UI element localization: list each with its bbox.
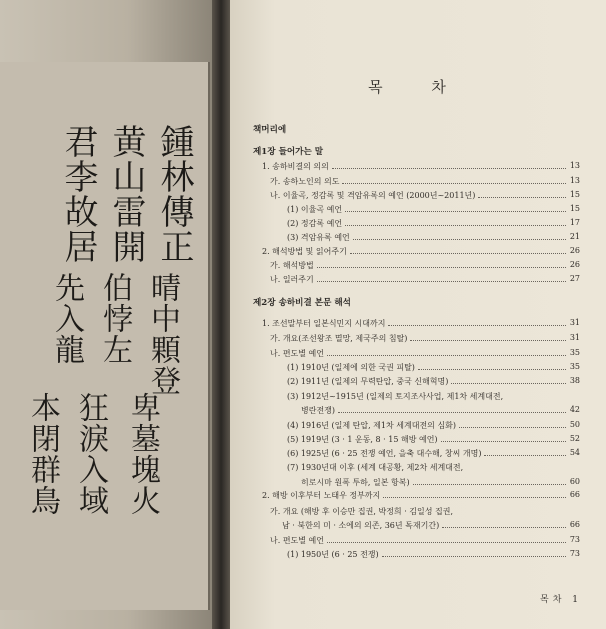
toc-entry[interactable] (230, 204, 606, 215)
calligraphy-column: 伯悖左 (97, 272, 132, 365)
toc-leader-dots (327, 355, 566, 356)
toc-entry[interactable] (230, 176, 606, 187)
toc-page-number: 35 (569, 362, 580, 371)
toc-leader-dots (342, 183, 566, 184)
toc-page-number: 15 (569, 190, 580, 199)
calligraphy-column: 卑墓塊火 (125, 392, 160, 516)
toc-leader-dots (345, 211, 566, 212)
calligraphy-column: 黄山雷開 (106, 124, 146, 264)
toc-page-number: 13 (569, 176, 580, 185)
calligraphy-column: 本閉群鳥 (25, 392, 60, 516)
preface-heading: 책머리에 (253, 125, 287, 135)
toc-entry[interactable] (230, 535, 606, 546)
toc-entry-label: 나. 편도별 예언 (270, 349, 324, 358)
toc-entry[interactable] (230, 506, 606, 517)
toc-page-number: 73 (569, 549, 580, 558)
toc-entry[interactable] (230, 246, 606, 257)
toc-entry[interactable] (230, 362, 606, 373)
toc-page-number: 60 (569, 477, 580, 486)
toc-page-number: 17 (569, 218, 580, 227)
toc-entry[interactable] (230, 405, 606, 416)
toc-entry-label: (2) 1911년 (일제의 무력탄압, 중국 신해혁명) (287, 377, 449, 386)
toc-title: 목 차 (368, 78, 468, 96)
toc-page-number: 26 (569, 260, 580, 269)
toc-entry-label: 가. 개요 (해방 후 이승만 집권, 박정희 · 김일성 집권, (270, 507, 454, 516)
toc-entry[interactable] (230, 348, 606, 359)
toc-entry-label: 1. 조선말부터 일본식민지 시대까지 (262, 319, 386, 328)
book-gutter (212, 0, 230, 629)
toc-page-number: 66 (569, 490, 580, 499)
toc-page-number: 38 (569, 376, 580, 385)
toc-entry[interactable] (230, 161, 606, 172)
toc-entry-label: (1) 1910년 (일제에 의한 국권 피탈) (287, 363, 415, 372)
footer-page-number: 1 (572, 595, 582, 605)
toc-page-number: 50 (569, 420, 580, 429)
toc-entry-label: (3) 1912년~1915년 (일제의 토지조사사업, 제1차 세계대전, (287, 392, 504, 401)
toc-entry-label: 나. 편도별 예언 (270, 536, 324, 545)
toc-entry-label: (5) 1919년 (3 · 1 운동, 8 · 15 해방 예언) (287, 435, 438, 444)
toc-entry-label: (2) 정감록 예언 (287, 219, 343, 228)
toc-page-number: 42 (569, 405, 580, 414)
toc-leader-dots (441, 441, 566, 442)
toc-page-number: 21 (569, 232, 580, 241)
toc-entry[interactable] (230, 520, 606, 531)
toc-leader-dots (332, 168, 566, 169)
toc-leader-dots (338, 412, 566, 413)
toc-page-number: 13 (569, 161, 580, 170)
toc-entry-label: 병란전쟁) (301, 406, 336, 415)
toc-entry[interactable] (230, 448, 606, 459)
toc-entry[interactable] (230, 434, 606, 445)
toc-leader-dots (345, 225, 566, 226)
toc-entry-label: 2. 해방 이후부터 노태우 정부까지 (262, 491, 381, 500)
toc-entry[interactable] (230, 274, 606, 285)
toc-entry-label: 가. 해석방법 (270, 261, 314, 270)
footer-label: 목차 (540, 595, 566, 605)
left-page (0, 0, 212, 629)
toc-entry[interactable] (230, 490, 606, 501)
toc-leader-dots (478, 197, 566, 198)
right-page (230, 0, 606, 629)
toc-entry-label: (4) 1916년 (일제 탄압, 제1차 세계대전의 심화) (287, 421, 457, 430)
toc-page-number: 73 (569, 535, 580, 544)
toc-entry[interactable] (230, 462, 606, 473)
toc-page-number: 54 (569, 448, 580, 457)
toc-page-number: 27 (569, 274, 580, 283)
toc-entry[interactable] (230, 477, 606, 488)
toc-entry-label: 히로시마 원폭 투하, 일본 항복) (301, 478, 410, 487)
toc-entry-label: 나. 이율곡, 정감록 및 격암유록의 예언 (2000년~2011년) (270, 191, 476, 200)
toc-page-number: 31 (569, 333, 580, 342)
calligraphy-column: 狂淚入域 (73, 392, 108, 516)
toc-entry-label: 나. 일러주기 (270, 275, 314, 284)
toc-page-number: 35 (569, 348, 580, 357)
toc-entry-label: (1) 1950년 (6 · 25 전쟁) (287, 550, 379, 559)
toc-leader-dots (327, 542, 566, 543)
toc-leader-dots (382, 556, 566, 557)
chapter-2-heading: 제2장 송하비결 본문 해석 (253, 298, 351, 308)
toc-entry-label: 2. 해석방법 및 읽어주기 (262, 247, 347, 256)
toc-leader-dots (442, 527, 566, 528)
chapter-1-heading: 제1장 들어가는 말 (253, 147, 324, 157)
toc-page-number: 26 (569, 246, 580, 255)
toc-entry-label: (6) 1925년 (6 · 25 전쟁 예언, 을축 대수해, 창씨 개명) (287, 449, 482, 458)
calligraphy-column: 晴中顆登 (145, 272, 180, 396)
toc-entry-label: 1. 송하비결의 의의 (262, 162, 329, 171)
toc-entry-label: (3) 격암유록 예언 (287, 233, 350, 242)
calligraphy-column: 鍾林傳正 (154, 124, 194, 264)
toc-leader-dots (353, 239, 566, 240)
toc-entry-label: (1) 이율곡 예언 (287, 205, 343, 214)
page-footer (540, 592, 582, 605)
calligraphy-column: 先入龍 (49, 272, 84, 365)
toc-entry[interactable] (230, 318, 606, 329)
toc-page-number: 31 (569, 318, 580, 327)
toc-page-number: 15 (569, 204, 580, 213)
toc-entry-label: (7) 1930년대 이후 (세계 대공황, 제2차 세계대전, (287, 463, 464, 472)
toc-entry-label: 가. 송하노인의 의도 (270, 177, 340, 186)
toc-leader-dots (410, 340, 566, 341)
toc-entry-label: 남 · 북한의 미 · 소에의 의존, 36년 독재기간) (282, 521, 440, 530)
toc-leader-dots (413, 484, 566, 485)
toc-leader-dots (451, 383, 566, 384)
toc-entry[interactable] (230, 376, 606, 387)
toc-leader-dots (317, 281, 566, 282)
toc-entry[interactable] (230, 420, 606, 431)
toc-entry[interactable] (230, 218, 606, 229)
toc-entry[interactable] (230, 333, 606, 344)
toc-leader-dots (350, 253, 566, 254)
toc-entry[interactable] (230, 391, 606, 402)
toc-leader-dots (317, 267, 566, 268)
toc-leader-dots (383, 497, 566, 498)
toc-page-number: 66 (569, 520, 580, 529)
toc-leader-dots (418, 369, 566, 370)
toc-entry[interactable] (230, 232, 606, 243)
toc-entry-label: 가. 개요(조선왕조 멸망, 제국주의 침탈) (270, 334, 408, 343)
toc-leader-dots (484, 455, 566, 456)
toc-leader-dots (459, 427, 566, 428)
toc-leader-dots (388, 325, 566, 326)
calligraphy-plate (0, 62, 210, 610)
toc-entry[interactable] (230, 260, 606, 271)
toc-entry[interactable] (230, 549, 606, 560)
toc-page-number: 52 (569, 434, 580, 443)
toc-entry[interactable] (230, 190, 606, 201)
calligraphy-column: 君李故居 (58, 124, 98, 264)
